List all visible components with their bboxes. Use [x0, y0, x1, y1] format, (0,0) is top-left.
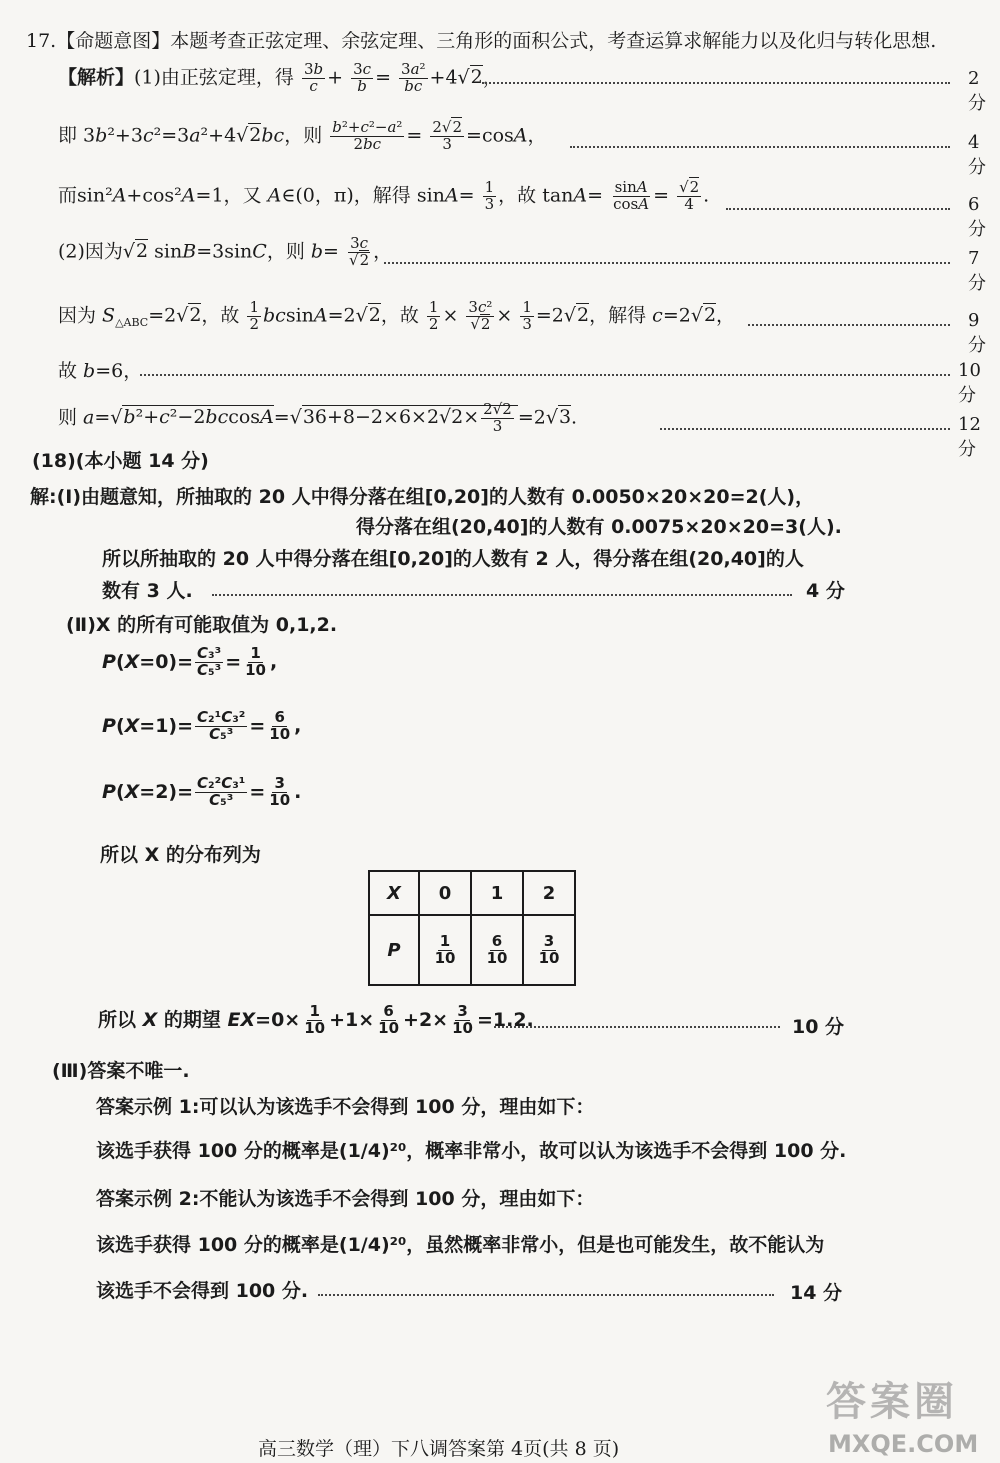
example1-title: 答案示例 1:可以认为该选手不会得到 100 分，理由如下： [96, 1096, 595, 1118]
q18-part2-intro: (Ⅱ)X 的所有可能取值为 0,1,2. [66, 614, 338, 636]
expectation: 所以 X 的期望 EX=0× $\frac{1}{10}$ +1× $\frac{6}{10}$ +2× $\frac{3}{10}$ =1.2. [98, 1002, 534, 1037]
leader-dots [482, 82, 950, 84]
q18-part1-line3: 所以所抽取的 20 人中得分落在组[0,20]的人数有 2 人，得分落在组(20,40]的人 [102, 548, 804, 570]
score-mark: 6 分 [968, 194, 986, 240]
q17-line3: 而sin²A+cos²A=1，又 A∈(0，π)，解得 sinA= $\frac{1}{3}$ ，故 tanA= $\frac{\sin A}{\cos A}$ = $\frac{√2}{4}$ . [58, 178, 710, 213]
q18-part1-line1: 解:(Ⅰ)由题意知，所抽取的 20 人中得分落在组[0,20]的人数有 0.0050×20×20=2(人)， [30, 486, 815, 508]
leader-dots [570, 146, 950, 148]
q17-line2: 即 3b²+3c²=3a²+4√2bc，则 $\frac{\text{b²+c²−a²}}{2bc}$ = $\frac{2√2}{3}$ =cosA， [58, 118, 547, 153]
table-cell: 2 [523, 871, 575, 915]
score-mark: 2 分 [968, 68, 986, 114]
score-mark: 14 分 [790, 1282, 843, 1304]
leader-dots [140, 374, 950, 376]
q18-part1-line4: 数有 3 人. [102, 580, 193, 602]
watermark-brand: 答案圈 [826, 1379, 958, 1425]
score-mark: 9 分 [968, 310, 986, 356]
table-cell: P [369, 915, 419, 985]
table-cell: $\frac{3}{10}$ [523, 915, 575, 985]
q17-line7: 则 a=√b²+c²−2bccosA=√36+8−2×6×2√2× $\frac{2√2}{3}$ =2√3. [58, 400, 578, 435]
leader-dots [384, 262, 950, 264]
example2-body1: 该选手获得 100 分的概率是(1/4)²⁰，虽然概率非常小，但是也可能发生，故不能认为 [96, 1234, 825, 1256]
watermark-site: MXQE.COM [828, 1430, 979, 1458]
q18-part3-intro: (Ⅲ)答案不唯一. [52, 1060, 190, 1082]
table-cell: X [369, 871, 419, 915]
table-header-row [369, 871, 575, 915]
score-mark: 12 分 [958, 414, 981, 460]
score-mark: 7 分 [968, 248, 986, 294]
leader-dots [318, 1294, 774, 1296]
score-mark: 4 分 [806, 580, 845, 602]
dist-intro: 所以 X 的分布列为 [100, 844, 261, 866]
score-mark: 10 分 [958, 360, 981, 406]
example2-title: 答案示例 2:不能认为该选手不会得到 100 分，理由如下： [96, 1188, 595, 1210]
prob-x1: P(X=1)= $\frac{\text{C₂¹C₃²}}{\text{C₅³}}$ = $\frac{6}{10}$ , [102, 708, 302, 743]
q17-line1: 【解析】(1)由正弦定理，得 $\frac{3b}{c}$ + $\frac{3c}{b}$ = $\frac{\text{3a²}}{bc}$ +4√2， [58, 60, 502, 95]
leader-dots [494, 1026, 780, 1028]
score-mark: 4 分 [968, 132, 986, 178]
table-cell: 1 [471, 871, 523, 915]
score-mark: 10 分 [792, 1016, 845, 1038]
page-footer: 高三数学（理）下八调答案第 4页(共 8 页) [258, 1438, 620, 1460]
leader-dots [660, 428, 950, 430]
leader-dots [212, 594, 792, 596]
q17-line6: 故 b=6， [58, 360, 143, 382]
q18-title: (18)(本小题 14 分) [32, 450, 209, 472]
q18-part1-line2: 得分落在组(20,40]的人数有 0.0075×20×20=3(人). [356, 516, 842, 538]
leader-dots [726, 208, 950, 210]
prob-x2: P(X=2)= $\frac{\text{C₂²C₃¹}}{\text{C₅³}}$ = $\frac{3}{10}$ . [102, 774, 302, 809]
table-cell: 0 [419, 871, 471, 915]
table-cell: $\frac{6}{10}$ [471, 915, 523, 985]
q17-heading: 17.【命题意图】本题考查正弦定理、余弦定理、三角形的面积公式，考查运算求解能力以及化归与转化思想. [26, 30, 937, 52]
example2-body2: 该选手不会得到 100 分. [96, 1280, 309, 1302]
q17-line5: 因为 $S_{\triangle ABC}=2√2$，故 $\frac{1}{2}$ bcsinA=2√2，故 $\frac{1}{2}$ × $\frac{\text{3c²}}{√2}$ × $\frac{1}{3}$ =2√2，解得 c=2√2， [58, 298, 736, 333]
distribution-table [368, 870, 576, 986]
q17-line4: (2)因为√2 sinB=3sinC，则 b= $\frac{3c}{√2}$ ， [58, 234, 393, 269]
watermark-logo [826, 1370, 996, 1460]
prob-x0: P(X=0)= $\frac{\text{C₃³}}{\text{C₅³}}$ = $\frac{1}{10}$ , [102, 644, 278, 679]
leader-dots [748, 324, 950, 326]
table-cell: $\frac{1}{10}$ [419, 915, 471, 985]
example1-body: 该选手获得 100 分的概率是(1/4)²⁰，概率非常小，故可以认为该选手不会得到 100 分. [96, 1140, 847, 1162]
table-row [369, 915, 575, 985]
